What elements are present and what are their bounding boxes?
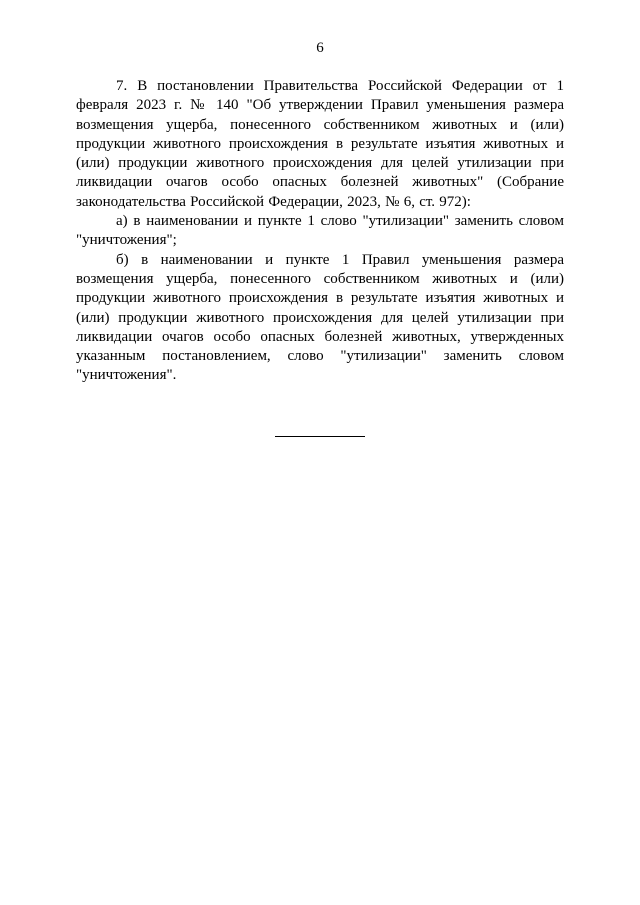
document-body bbox=[76, 77, 564, 386]
paragraph-subitem-a: а) в наименовании и пункте 1 слово "утилизации" заменить словом "уничтожения"; bbox=[76, 213, 564, 249]
paragraph-item-7: 7. В постановлении Правительства Российской Федерации от 1 февраля 2023 г. № 140 "Об утверждении Правил уменьшения размера возмещения ущерба, понесенного собственником животных и (или) продукции животного происхождения в результате изъятия животных и (или) продукции животного происхождения для целей утилизации при ликвидации очагов особо опасных болезней животных" (Собрание законодательства Российской Федерации, 2023, № 6, ст. 972): bbox=[76, 78, 564, 210]
page-number: 6 bbox=[316, 40, 324, 56]
end-separator-line bbox=[275, 436, 365, 437]
paragraph-subitem-b: б) в наименовании и пункте 1 Правил уменьшения размера возмещения ущерба, понесенного собственником животных и (или) продукции животного происхождения в результате изъятия животных и (или) продукции животного происхождения для целей утилизации при ликвидации очагов особо опасных болезней животных, утвержденных указанным постановлением, слово "утилизации" заменить словом "уничтожения". bbox=[76, 251, 564, 384]
